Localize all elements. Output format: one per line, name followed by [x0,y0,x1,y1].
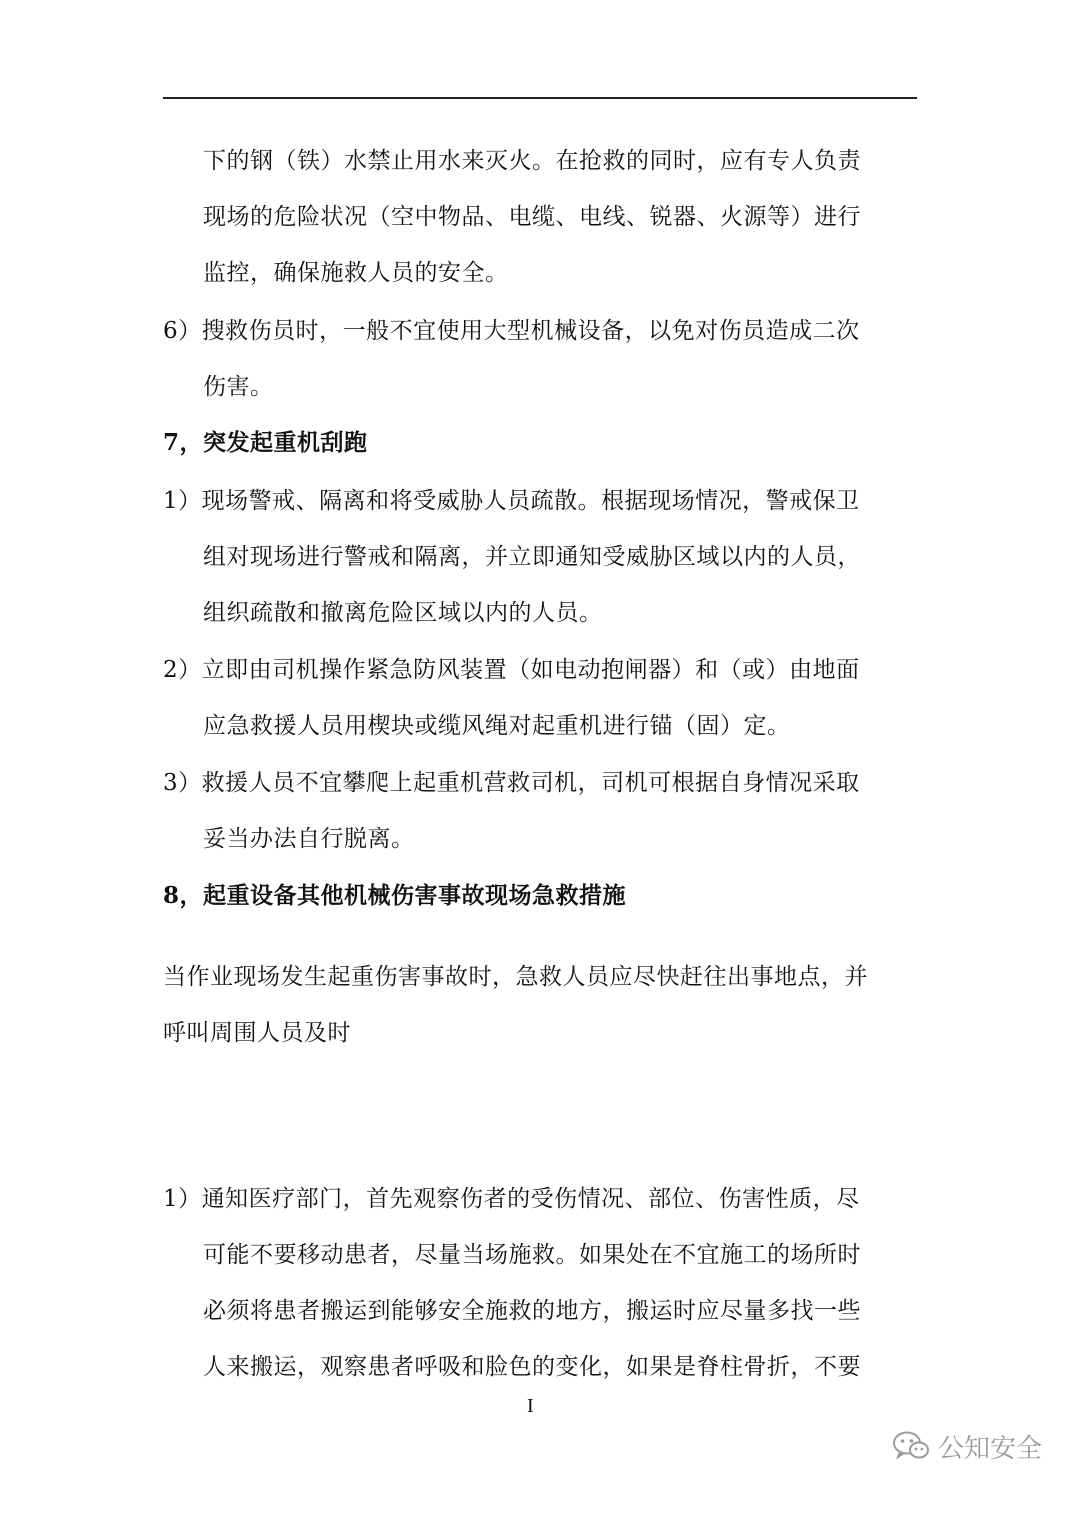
list-item: 1）通知医疗部门，首先观察伤者的受伤情况、部位、伤害性质，尽 [163,1186,860,1212]
body-line: 当作业现场发生起重伤害事故时，急救人员应尽快赶往出事地点，并 [163,964,868,990]
body-line: 应急救援人员用楔块或缆风绳对起重机进行锚（固）定。 [203,713,791,739]
body-line: 可能不要移动患者，尽量当场施救。如果处在不宜施工的场所时 [203,1242,861,1268]
body-line: 人来搬运，观察患者呼吸和脸色的变化，如果是脊柱骨折，不要 [203,1354,861,1380]
list-item: 3）救援人员不宜攀爬上起重机营救司机，司机可根据自身情况采取 [163,770,860,796]
body-line: 下的钢（铁）水禁止用水来灭火。在抢救的同时，应有专人负责 [203,148,861,174]
body-line: 组对现场进行警戒和隔离，并立即通知受威胁区域以内的人员， [203,544,861,570]
watermark-text: 公知安全 [938,1433,1043,1464]
list-item: 1）现场警戒、隔离和将受威胁人员疏散。根据现场情况，警戒保卫 [163,488,860,514]
body-line: 监控，确保施救人员的安全。 [203,260,509,286]
list-item: 6）搜救伤员时，一般不宜使用大型机械设备，以免对伤员造成二次 [163,318,860,344]
body-line: 必须将患者搬运到能够安全施救的地方，搬运时应尽量多找一些 [203,1298,861,1324]
header-rule [163,97,917,99]
body-line: 组织疏散和撤离危险区域以内的人员。 [203,600,603,626]
section-heading: 8，起重设备其他机械伤害事故现场急救措施 [163,882,627,909]
page-number: I [527,1395,534,1417]
body-line: 呼叫周围人员及时 [163,1020,351,1046]
wechat-icon [892,1430,930,1462]
body-line: 妥当办法自行脱离。 [203,826,415,852]
watermark [892,1426,1042,1466]
body-line: 伤害。 [203,374,274,400]
section-heading: 7，突发起重机刮跑 [163,429,368,456]
list-item: 2）立即由司机操作紧急防风装置（如电动抱闸器）和（或）由地面 [163,657,860,683]
body-line: 现场的危险状况（空中物品、电缆、电线、锐器、火源等）进行 [203,204,861,230]
